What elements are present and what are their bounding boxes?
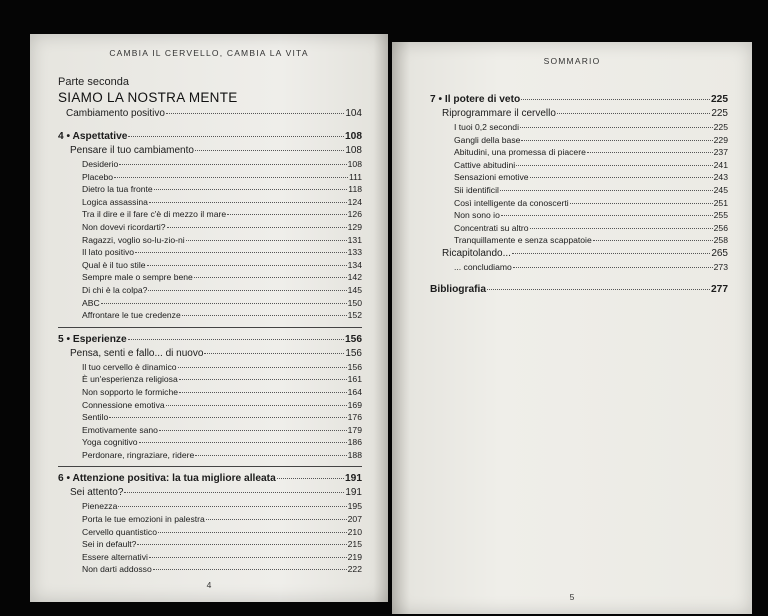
entry-page: 241: [713, 159, 728, 170]
entry-title: Pensare il tuo cambiamento: [70, 145, 194, 156]
toc-entry-item: [58, 309, 362, 322]
entry-title: Sempre male o sempre bene: [82, 272, 193, 283]
toc-entry-section: [58, 347, 362, 361]
table-of-contents-right: [430, 84, 728, 297]
entry-page: 277: [711, 283, 728, 295]
entry-page: 134: [347, 259, 362, 270]
entry-page: 215: [347, 539, 362, 550]
entry-title: Bibliografia: [430, 283, 487, 295]
entry-page: 273: [713, 261, 728, 272]
toc-entry-section: [58, 486, 362, 500]
entry-page: 207: [347, 514, 362, 525]
toc-entry-item: [58, 386, 362, 399]
entry-page: 225: [713, 122, 728, 132]
entry-title: Gangli della base: [454, 134, 521, 145]
toc-entry-bibliography: [430, 282, 728, 297]
toc-entry-intro: [58, 107, 362, 121]
entry-title: ABC: [82, 297, 100, 308]
toc-entry-item: [430, 197, 728, 210]
entry-page: 179: [347, 424, 362, 435]
entry-page: 219: [347, 551, 362, 562]
entry-page: 191: [345, 487, 362, 499]
entry-title: Concentrati su altro: [454, 222, 529, 233]
entry-page: 245: [713, 184, 728, 195]
toc-entry-item: [58, 259, 362, 272]
entry-title: Connessione emotiva: [82, 399, 165, 410]
entry-title: Ricapitolando...: [442, 247, 511, 259]
toc-entry-item: [58, 449, 362, 462]
entry-title: Dietro la tua fronte: [82, 184, 153, 195]
entry-title: Sentilo: [82, 412, 109, 423]
entry-title: Così intelligente da conoscerti: [454, 197, 569, 208]
entry-page: 126: [347, 209, 362, 220]
entry-title: Non darti addosso: [82, 564, 152, 575]
entry-title: Cambiamento positivo: [66, 108, 165, 119]
toc-entry-item: [430, 171, 728, 184]
entry-title: 4 • Aspettative: [58, 131, 128, 142]
entry-title: 5 • Esperienze: [58, 333, 127, 345]
toc-entry-chapter: [58, 471, 362, 486]
toc-entry-item: [58, 158, 362, 171]
toc-entry-item: [58, 424, 362, 437]
entry-page: 229: [713, 134, 728, 145]
toc-entry-item: [58, 513, 362, 526]
toc-entry-item: [58, 246, 362, 259]
entry-page: 225: [711, 94, 728, 105]
entry-page: 145: [347, 284, 362, 295]
toc-entry-chapter: [58, 332, 362, 347]
chapter-list: [430, 84, 728, 274]
entry-title: Non dovevi ricordarti?: [82, 221, 166, 232]
entry-title: Cervello quantistico: [82, 526, 157, 537]
entry-title: Sensazioni emotive: [454, 172, 529, 183]
entry-title: Tra il dire e il fare c'è di mezzo il mare: [82, 209, 227, 220]
toc-entry-item: [58, 361, 362, 374]
toc-entry-item: [58, 234, 362, 247]
entry-page: 124: [347, 196, 362, 207]
entry-title: Riprogrammare il cervello: [442, 108, 556, 119]
toc-entry-chapter: [58, 129, 362, 144]
toc-entry-item: [430, 159, 728, 172]
entry-title: Porta le tue emozioni in palestra: [82, 514, 205, 525]
entry-page: 255: [713, 210, 728, 221]
entry-page: 108: [347, 159, 362, 169]
toc-entry-item: [58, 284, 362, 297]
entry-title: I tuoi 0,2 secondi: [454, 122, 519, 132]
entry-page: 176: [347, 412, 362, 423]
entry-page: 256: [713, 222, 728, 233]
entry-page: 111: [348, 171, 362, 182]
entry-page: 108: [345, 145, 362, 156]
entry-title: Pensa, senti e fallo... di nuovo: [70, 347, 204, 359]
toc-entry-item: [430, 121, 728, 134]
entry-page: 265: [711, 247, 728, 259]
entry-page: 237: [713, 147, 728, 158]
page-number: 4: [206, 580, 212, 590]
toc-entry-item: [58, 297, 362, 310]
toc-entry-item: [430, 209, 728, 222]
chapter-list: [58, 121, 362, 576]
entry-page: 222: [347, 564, 362, 575]
entry-title: Cattive abitudini: [454, 159, 516, 170]
part-title: SIAMO LA NOSTRA MENTE: [58, 90, 238, 105]
entry-page: 195: [347, 501, 362, 512]
entry-title: ... concludiamo: [454, 261, 512, 272]
entry-title: Affrontare le tue credenze: [82, 310, 181, 321]
entry-page: 104: [345, 108, 362, 119]
entry-title: Il tuo cervello è dinamico: [82, 361, 177, 372]
toc-entry-section: [58, 144, 362, 158]
entry-title: 6 • Attenzione positiva: la tua migliore alleata: [58, 473, 276, 485]
toc-entry-item: [430, 134, 728, 147]
toc-entry-item: [58, 411, 362, 424]
page-number: 5: [569, 592, 575, 602]
left-page: [30, 34, 388, 602]
toc-entry-item: [58, 171, 362, 184]
entry-title: Pienezza: [82, 501, 118, 512]
entry-title: Tranquillamente e senza scappatoie: [454, 235, 592, 246]
toc-entry-item: [58, 183, 362, 196]
entry-title: Di chi è la colpa?: [82, 284, 148, 295]
entry-page: 164: [347, 386, 362, 397]
entry-page: 258: [713, 235, 728, 246]
toc-entry-item: [430, 222, 728, 235]
entry-title: 7 • Il potere di veto: [430, 94, 521, 105]
chapter-divider: [58, 466, 362, 467]
entry-page: 152: [347, 310, 362, 321]
entry-title: Logica assassina: [82, 196, 148, 207]
entry-page: 129: [347, 221, 362, 232]
entry-title: Sii identificil: [454, 184, 499, 195]
entry-title: Il lato positivo: [82, 247, 135, 258]
entry-page: 156: [347, 361, 362, 372]
entry-title: Essere alternativi: [82, 551, 148, 562]
toc-entry-item: [58, 373, 362, 386]
entry-page: 156: [345, 347, 362, 359]
entry-page: 150: [347, 297, 362, 308]
toc-entry-item: [58, 563, 362, 576]
toc-entry-item: [430, 261, 728, 274]
table-of-contents-left: [58, 76, 362, 576]
entry-title: Qual è il tuo stile: [82, 259, 146, 270]
toc-entry-item: [58, 526, 362, 539]
entry-page: 108: [345, 131, 362, 142]
part-label: Parte seconda: [58, 76, 129, 88]
entry-title: Desiderio: [82, 159, 119, 169]
toc-entry-item: [58, 196, 362, 209]
entry-title: Perdonare, ringraziare, ridere: [82, 449, 195, 460]
entry-title: Yoga cognitivo: [82, 437, 138, 448]
toc-entry-section: [430, 107, 728, 121]
running-head: CAMBIA IL CERVELLO, CAMBIA LA VITA: [109, 48, 309, 58]
entry-title: Sei attento?: [70, 487, 124, 499]
entry-page: 188: [347, 449, 362, 460]
entry-page: 210: [347, 526, 362, 537]
entry-title: Emotivamente sano: [82, 424, 158, 435]
running-head: SOMMARIO: [543, 56, 601, 66]
toc-entry-item: [430, 146, 728, 159]
entry-title: Abitudini, una promessa di piacere: [454, 147, 586, 158]
toc-entry-item: [58, 208, 362, 221]
entry-title: Non sopporto le formiche: [82, 386, 179, 397]
entry-page: 156: [345, 333, 362, 345]
toc-entry-item: [58, 399, 362, 412]
entry-page: 169: [347, 399, 362, 410]
entry-page: 225: [711, 108, 728, 119]
toc-entry-item: [58, 221, 362, 234]
toc-entry-item: [430, 184, 728, 197]
toc-entry-item: [58, 538, 362, 551]
toc-entry-item: [58, 551, 362, 564]
toc-entry-item: [430, 234, 728, 247]
entry-page: 186: [347, 437, 362, 448]
entry-page: 118: [348, 184, 362, 195]
toc-entry-item: [58, 436, 362, 449]
entry-title: Non sono io: [454, 210, 500, 221]
entry-page: 191: [345, 473, 362, 485]
toc-entry-section: [430, 247, 728, 261]
entry-page: 243: [713, 172, 728, 183]
entry-title: È un'esperienza religiosa: [82, 374, 178, 385]
entry-page: 131: [347, 234, 362, 245]
toc-entry-chapter: [430, 92, 728, 107]
entry-page: 251: [713, 197, 728, 208]
entry-title: Ragazzi, voglio so-lu-zio-ni: [82, 234, 185, 245]
entry-page: 133: [347, 247, 362, 258]
entry-page: 161: [347, 374, 362, 385]
entry-title: Sei in default?: [82, 539, 137, 550]
entry-title: Placebo: [82, 171, 114, 182]
toc-entry-item: [58, 500, 362, 513]
right-page: [392, 42, 752, 614]
chapter-divider: [58, 327, 362, 328]
entry-page: 142: [347, 272, 362, 283]
toc-entry-item: [58, 271, 362, 284]
